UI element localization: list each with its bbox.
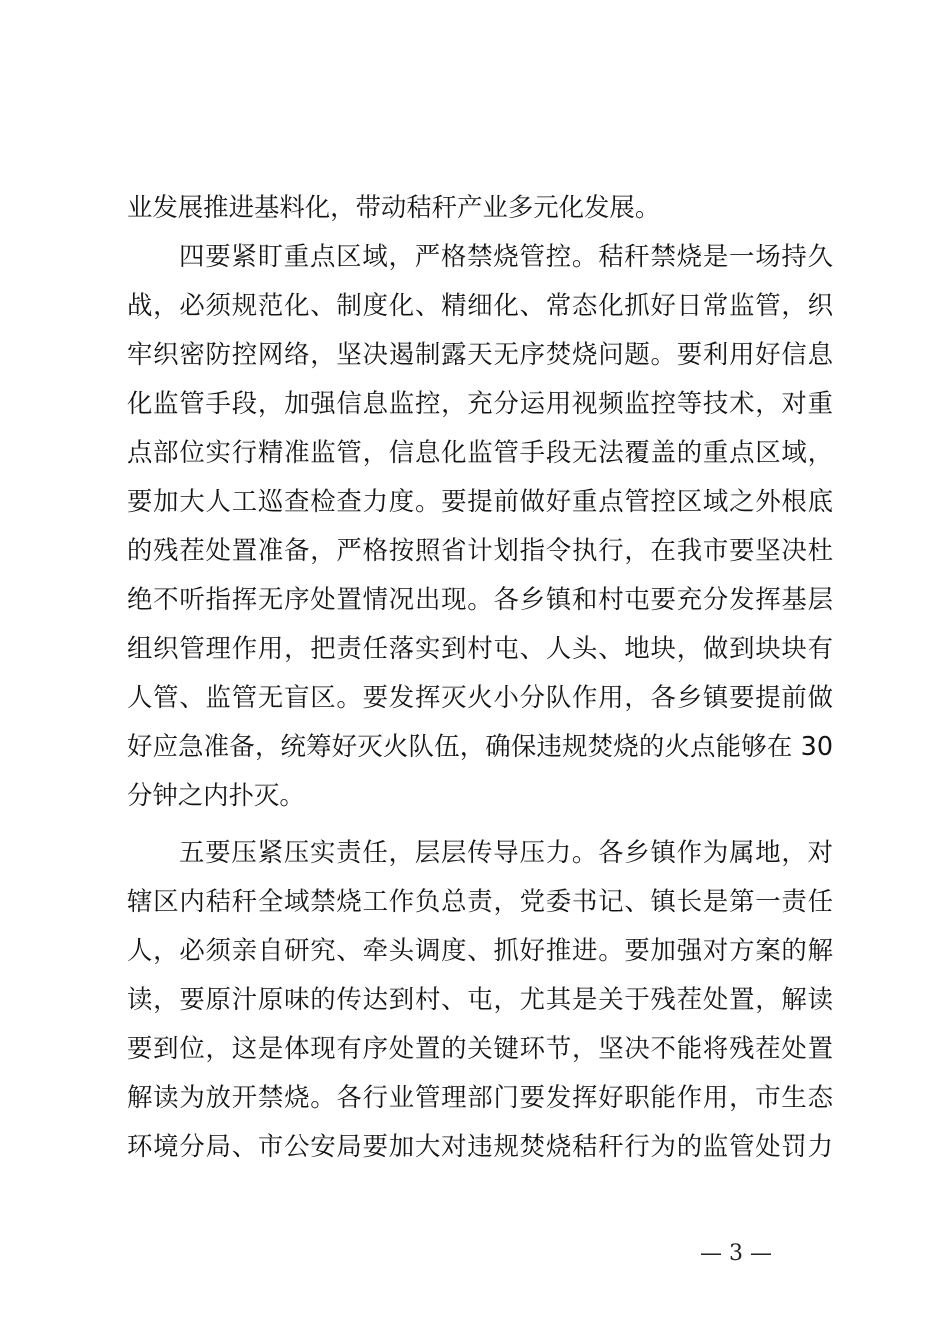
paragraph-4-line-7: 的残茬处置准备，严格按照省计划指令执行，在我市要坚决杜 [127, 535, 833, 565]
paragraph-5-line-1: 五要压紧压实责任，层层传导压力。各乡镇作为属地，对 [179, 837, 833, 867]
paragraph-5-line-7: 环境分局、市公安局要加大对违规焚烧秸秆行为的监管处罚力 [127, 1131, 833, 1161]
paragraph-5-line-3: 人，必须亲自研究、牵头调度、抓好推进。要加强对方案的解 [127, 935, 833, 965]
paragraph-3-line-1: 业发展推进基料化，带动秸秆产业多元化发展。 [127, 192, 661, 222]
paragraph-5-line-6: 解读为放开禁烧。各行业管理部门要发挥好职能作用，市生态 [127, 1082, 833, 1112]
paragraph-4-line-1: 四要紧盯重点区域，严格禁烧管控。秸秆禁烧是一场持久 [179, 241, 833, 271]
page-number: — 3 — [700, 1241, 772, 1266]
paragraph-4-line-10: 人管、监管无盲区。要发挥灭火小分队作用，各乡镇要提前做 [127, 682, 833, 712]
paragraph-5-line-5: 要到位，这是体现有序处置的关键环节，坚决不能将残茬处置 [127, 1033, 833, 1063]
paragraph-5-line-2: 辖区内秸秆全域禁烧工作负总责，党委书记、镇长是第一责任 [127, 886, 833, 916]
paragraph-4-line-6: 要加大人工巡查检查力度。要提前做好重点管控区域之外根底 [127, 486, 833, 516]
paragraph-4-line-5: 点部位实行精准监管，信息化监管手段无法覆盖的重点区域， [127, 437, 833, 467]
paragraph-4-line-9: 组织管理作用，把责任落实到村屯、人头、地块，做到块块有 [127, 633, 833, 663]
paragraph-4-line-2: 战，必须规范化、制度化、精细化、常态化抓好日常监管，织 [127, 290, 833, 320]
paragraph-4-line-3: 牢织密防控网络，坚决遏制露天无序焚烧问题。要利用好信息 [127, 339, 833, 369]
paragraph-4-line-11: 好应急准备，统筹好灭火队伍，确保违规焚烧的火点能够在 30 [127, 731, 833, 761]
paragraph-5-line-4: 读，要原汁原味的传达到村、屯，尤其是关于残茬处置，解读 [127, 984, 833, 1014]
paragraph-4-line-12: 分钟之内扑灭。 [127, 780, 305, 810]
paragraph-4-line-4: 化监管手段，加强信息监控，充分运用视频监控等技术，对重 [127, 388, 833, 418]
paragraph-4-line-8: 绝不听指挥无序处置情况出现。各乡镇和村屯要充分发挥基层 [127, 584, 833, 614]
